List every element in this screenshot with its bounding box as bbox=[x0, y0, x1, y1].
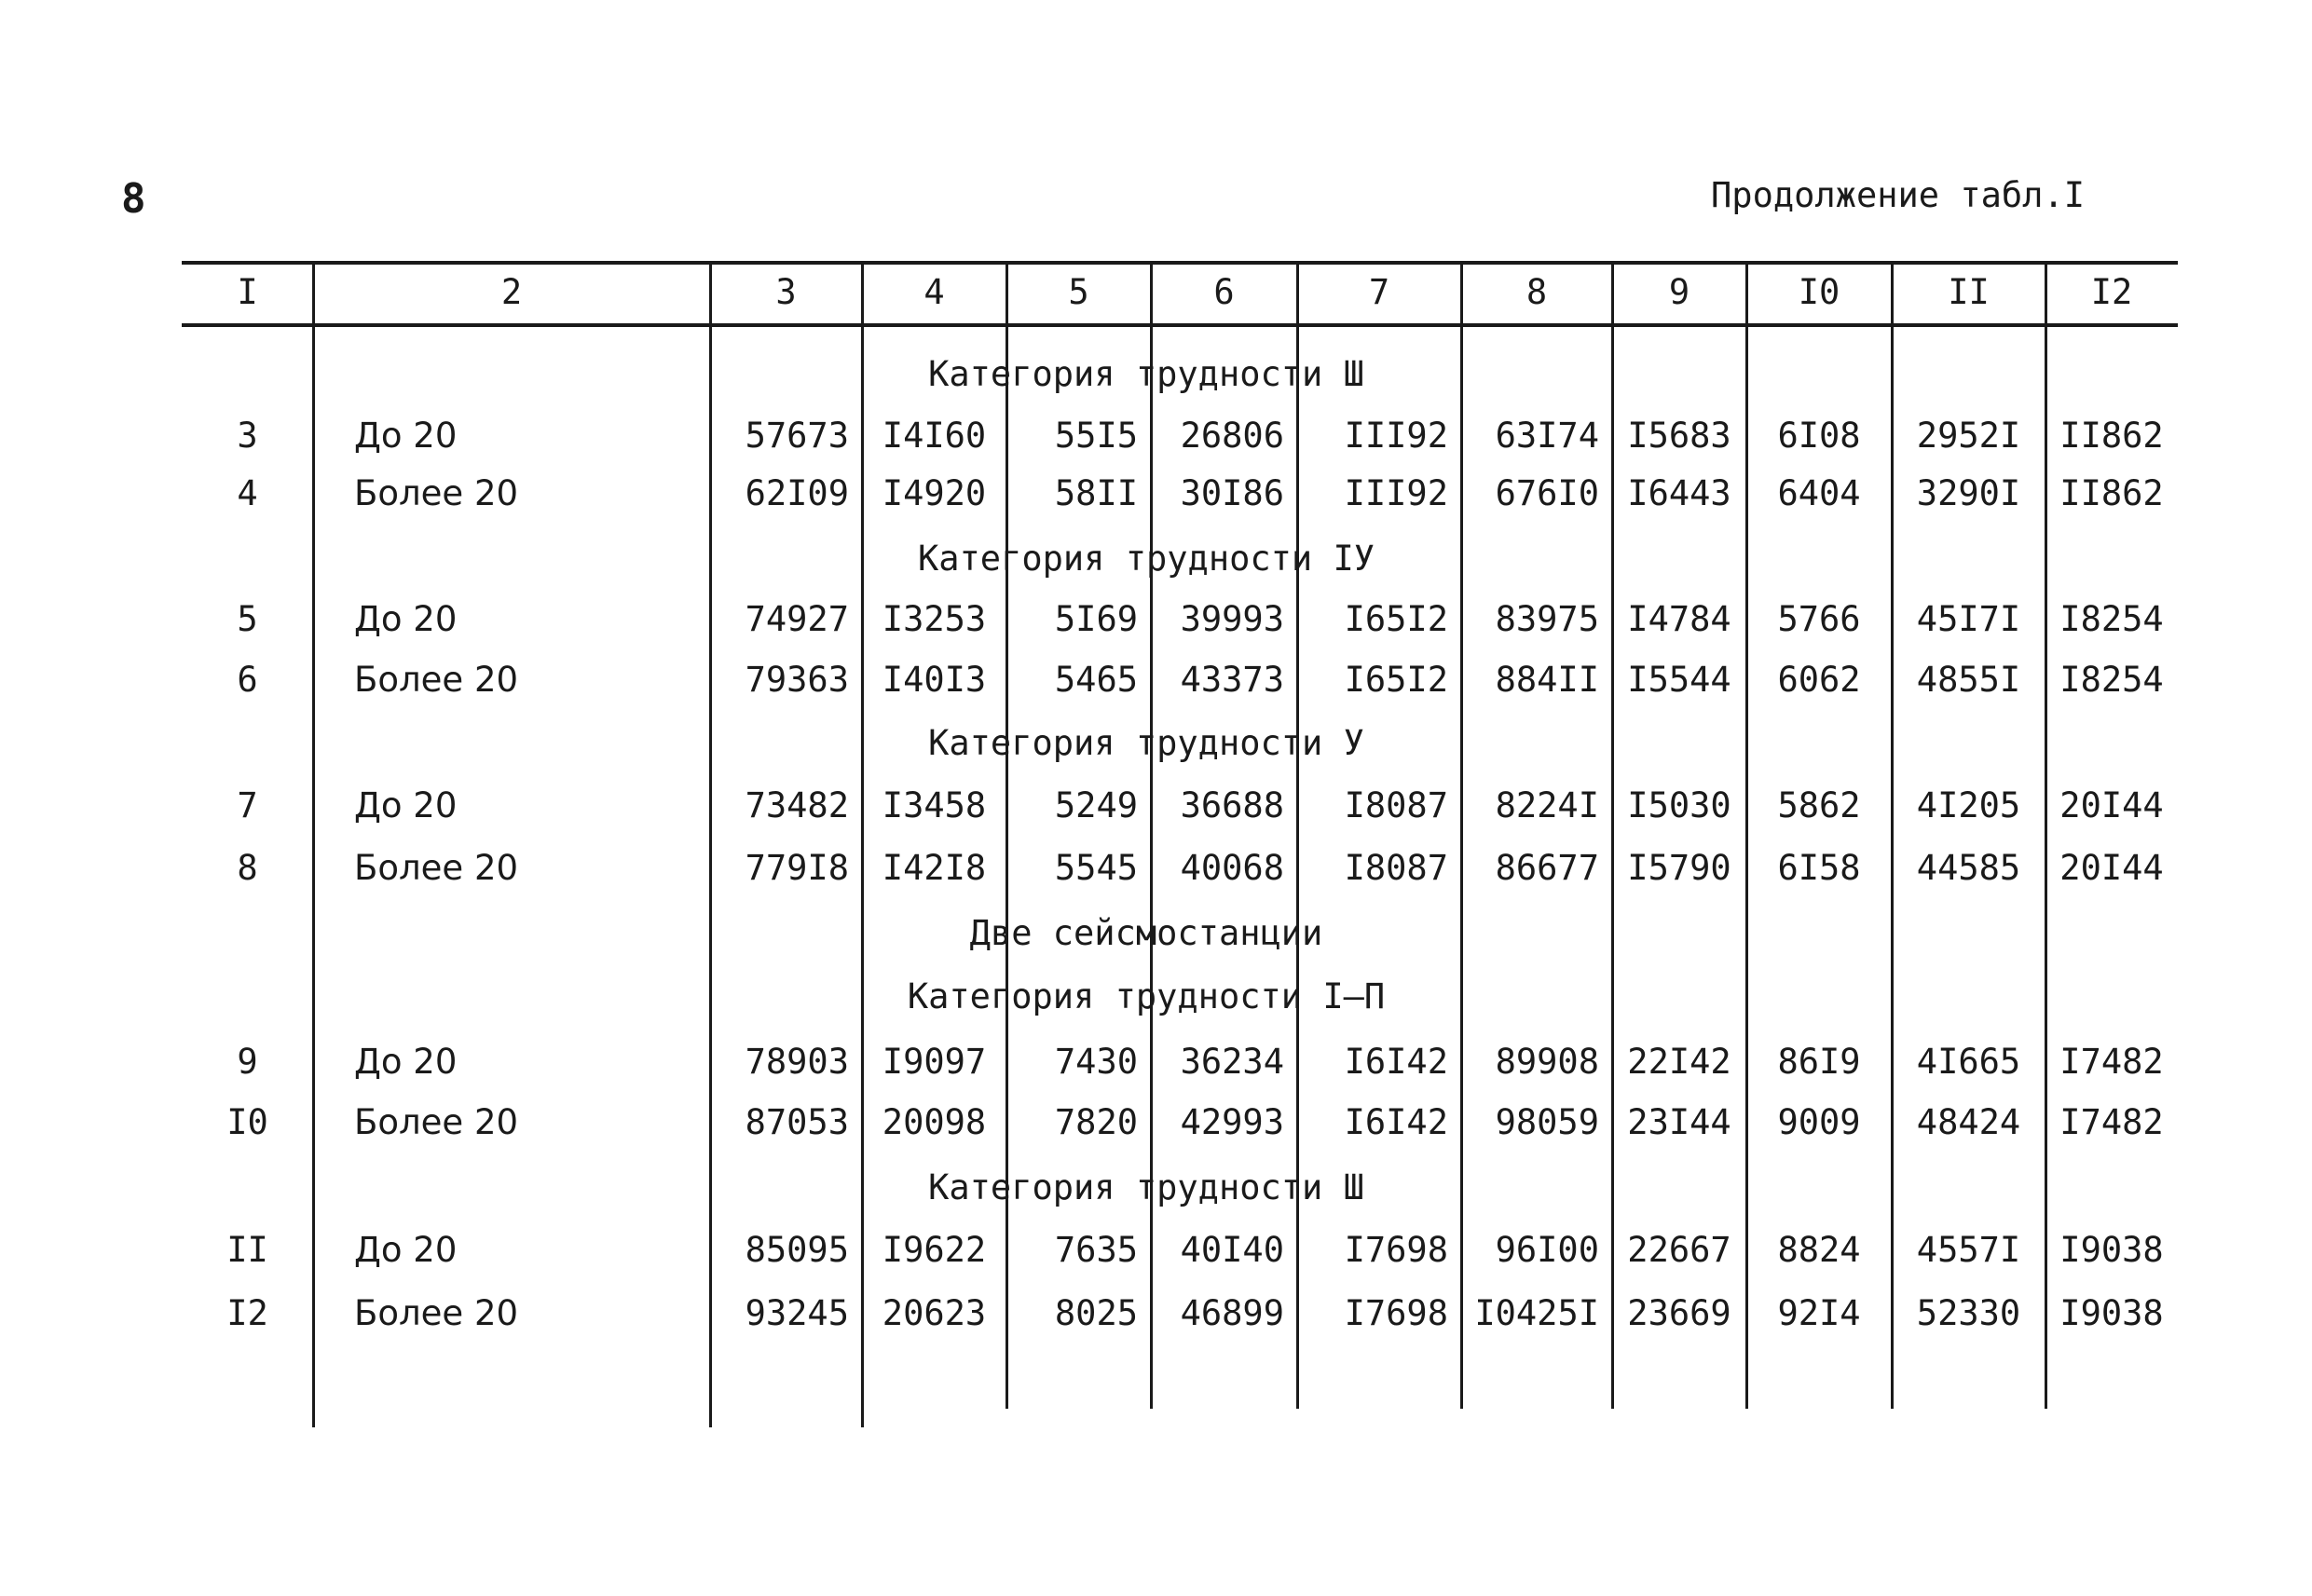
value-cell: 4I665 bbox=[1916, 1042, 2021, 1082]
value-cell: 43373 bbox=[1180, 660, 1284, 700]
row-number-cell: 9 bbox=[237, 1042, 258, 1082]
value-cell: I7482 bbox=[2059, 1102, 2164, 1142]
value-cell: 8224I bbox=[1495, 785, 1599, 825]
row-label-cell: До 20 bbox=[354, 599, 458, 639]
row-number-cell: I2 bbox=[226, 1293, 268, 1333]
value-cell: 22667 bbox=[1627, 1230, 1731, 1270]
section-heading: Две сейсмостанции bbox=[969, 913, 1323, 953]
value-cell: 40I40 bbox=[1180, 1230, 1284, 1270]
section-heading: Категория трудности Ш bbox=[928, 1167, 1364, 1207]
value-cell: I3458 bbox=[882, 785, 987, 825]
value-cell: 73482 bbox=[745, 785, 849, 825]
row-number-cell: 7 bbox=[237, 785, 258, 825]
value-cell: I8087 bbox=[1344, 785, 1448, 825]
value-cell: 3290I bbox=[1916, 473, 2021, 513]
value-cell: I5683 bbox=[1627, 416, 1731, 456]
value-cell: I6I42 bbox=[1344, 1102, 1448, 1142]
header-cell: I2 bbox=[2090, 272, 2133, 312]
value-cell: 4I205 bbox=[1916, 785, 2021, 825]
value-cell: 5862 bbox=[1777, 785, 1861, 825]
value-cell: I7698 bbox=[1344, 1293, 1448, 1333]
value-cell: 884II bbox=[1495, 660, 1599, 700]
header-cell: II bbox=[1948, 272, 1990, 312]
value-cell: I4784 bbox=[1627, 599, 1731, 639]
value-cell: 83975 bbox=[1495, 599, 1599, 639]
row-label-cell: Более 20 bbox=[354, 473, 519, 513]
row-label-cell: Более 20 bbox=[354, 1102, 519, 1142]
value-cell: I5790 bbox=[1627, 848, 1731, 888]
value-cell: 52330 bbox=[1916, 1293, 2021, 1333]
value-cell: I8254 bbox=[2059, 660, 2164, 700]
value-cell: II862 bbox=[2059, 473, 2164, 513]
value-cell: 20623 bbox=[882, 1293, 987, 1333]
row-number-cell: 4 bbox=[237, 473, 258, 513]
value-cell: 5249 bbox=[1054, 785, 1138, 825]
value-cell: 62I09 bbox=[745, 473, 849, 513]
value-cell: I65I2 bbox=[1344, 599, 1448, 639]
row-number-cell: I0 bbox=[226, 1102, 268, 1142]
value-cell: I9622 bbox=[882, 1230, 987, 1270]
header-cell: 7 bbox=[1368, 272, 1390, 312]
value-cell: 5766 bbox=[1777, 599, 1861, 639]
header-cell: 9 bbox=[1668, 272, 1690, 312]
value-cell: 8824 bbox=[1777, 1230, 1861, 1270]
value-cell: I42I8 bbox=[882, 848, 987, 888]
table-header-rule bbox=[182, 323, 2178, 327]
value-cell: I9038 bbox=[2059, 1293, 2164, 1333]
value-cell: 98059 bbox=[1495, 1102, 1599, 1142]
value-cell: 36688 bbox=[1180, 785, 1284, 825]
header-cell: 4 bbox=[923, 272, 945, 312]
value-cell: I40I3 bbox=[882, 660, 987, 700]
row-number-cell: 8 bbox=[237, 848, 258, 888]
value-cell: 74927 bbox=[745, 599, 849, 639]
header-cell: 8 bbox=[1525, 272, 1548, 312]
value-cell: 44585 bbox=[1916, 848, 2021, 888]
value-cell: 89908 bbox=[1495, 1042, 1599, 1082]
row-label-cell: До 20 bbox=[354, 785, 458, 825]
value-cell: 86677 bbox=[1495, 848, 1599, 888]
value-cell: 58II bbox=[1054, 473, 1138, 513]
value-cell: 36234 bbox=[1180, 1042, 1284, 1082]
row-label-cell: Более 20 bbox=[354, 1293, 519, 1333]
value-cell: 7820 bbox=[1054, 1102, 1138, 1142]
value-cell: 6404 bbox=[1777, 473, 1861, 513]
value-cell: 48424 bbox=[1916, 1102, 2021, 1142]
value-cell: 6I58 bbox=[1777, 848, 1861, 888]
value-cell: 779I8 bbox=[745, 848, 849, 888]
page-number: 8 bbox=[121, 175, 146, 223]
value-cell: I8087 bbox=[1344, 848, 1448, 888]
value-cell: III92 bbox=[1344, 416, 1448, 456]
value-cell: 7430 bbox=[1054, 1042, 1138, 1082]
section-heading: Категория трудности I–П bbox=[907, 976, 1386, 1016]
row-label-cell: До 20 bbox=[354, 416, 458, 456]
value-cell: I8254 bbox=[2059, 599, 2164, 639]
value-cell: III92 bbox=[1344, 473, 1448, 513]
row-number-cell: 5 bbox=[237, 599, 258, 639]
value-cell: 40068 bbox=[1180, 848, 1284, 888]
value-cell: 4557I bbox=[1916, 1230, 2021, 1270]
value-cell: 20I44 bbox=[2059, 848, 2164, 888]
value-cell: I4920 bbox=[882, 473, 987, 513]
section-heading: Категория трудности IУ bbox=[917, 539, 1375, 579]
value-cell: II862 bbox=[2059, 416, 2164, 456]
row-label-cell: До 20 bbox=[354, 1042, 458, 1082]
header-cell: I0 bbox=[1798, 272, 1840, 312]
value-cell: I9038 bbox=[2059, 1230, 2164, 1270]
value-cell: 2952I bbox=[1916, 416, 2021, 456]
value-cell: 42993 bbox=[1180, 1102, 1284, 1142]
value-cell: 6062 bbox=[1777, 660, 1861, 700]
value-cell: 7635 bbox=[1054, 1230, 1138, 1270]
row-number-cell: II bbox=[226, 1230, 268, 1270]
value-cell: I7698 bbox=[1344, 1230, 1448, 1270]
value-cell: 86I9 bbox=[1777, 1042, 1861, 1082]
row-number-cell: 6 bbox=[237, 660, 258, 700]
header-cell: 2 bbox=[500, 272, 523, 312]
value-cell: 20098 bbox=[882, 1102, 987, 1142]
value-cell: I6443 bbox=[1627, 473, 1731, 513]
header-cell: I bbox=[237, 272, 258, 312]
value-cell: 5545 bbox=[1054, 848, 1138, 888]
row-number-cell: 3 bbox=[237, 416, 258, 456]
value-cell: 6I08 bbox=[1777, 416, 1861, 456]
value-cell: 5465 bbox=[1054, 660, 1138, 700]
value-cell: 23669 bbox=[1627, 1293, 1731, 1333]
value-cell: 676I0 bbox=[1495, 473, 1599, 513]
value-cell: 63I74 bbox=[1495, 416, 1599, 456]
value-cell: 4855I bbox=[1916, 660, 2021, 700]
value-cell: 57673 bbox=[745, 416, 849, 456]
value-cell: 45I7I bbox=[1916, 599, 2021, 639]
value-cell: 8025 bbox=[1054, 1293, 1138, 1333]
row-label-cell: До 20 bbox=[354, 1230, 458, 1270]
value-cell: 79363 bbox=[745, 660, 849, 700]
value-cell: 93245 bbox=[745, 1293, 849, 1333]
header-cell: 5 bbox=[1068, 272, 1089, 312]
header-cell: 6 bbox=[1213, 272, 1235, 312]
value-cell: 39993 bbox=[1180, 599, 1284, 639]
value-cell: 20I44 bbox=[2059, 785, 2164, 825]
row-label-cell: Более 20 bbox=[354, 848, 519, 888]
value-cell: I65I2 bbox=[1344, 660, 1448, 700]
value-cell: 22I42 bbox=[1627, 1042, 1731, 1082]
section-heading: Категория трудности У bbox=[928, 723, 1364, 763]
row-label-cell: Более 20 bbox=[354, 660, 519, 700]
value-cell: I7482 bbox=[2059, 1042, 2164, 1082]
value-cell: 85095 bbox=[745, 1230, 849, 1270]
value-cell: 26806 bbox=[1180, 416, 1284, 456]
value-cell: 92I4 bbox=[1777, 1293, 1861, 1333]
value-cell: 55I5 bbox=[1054, 416, 1138, 456]
section-heading: Категория трудности Ш bbox=[928, 354, 1364, 394]
value-cell: 30I86 bbox=[1180, 473, 1284, 513]
value-cell: 87053 bbox=[745, 1102, 849, 1142]
value-cell: 78903 bbox=[745, 1042, 849, 1082]
table-caption: Продолжение табл.I bbox=[1711, 175, 2085, 215]
value-cell: I3253 bbox=[882, 599, 987, 639]
value-cell: 5I69 bbox=[1054, 599, 1138, 639]
value-cell: I5030 bbox=[1627, 785, 1731, 825]
value-cell: I0425I bbox=[1474, 1293, 1599, 1333]
header-cell: 3 bbox=[775, 272, 797, 312]
value-cell: I6I42 bbox=[1344, 1042, 1448, 1082]
value-cell: I4I60 bbox=[882, 416, 987, 456]
value-cell: 96I00 bbox=[1495, 1230, 1599, 1270]
value-cell: 46899 bbox=[1180, 1293, 1284, 1333]
value-cell: 9009 bbox=[1777, 1102, 1861, 1142]
value-cell: 23I44 bbox=[1627, 1102, 1731, 1142]
value-cell: I9097 bbox=[882, 1042, 987, 1082]
value-cell: I5544 bbox=[1627, 660, 1731, 700]
